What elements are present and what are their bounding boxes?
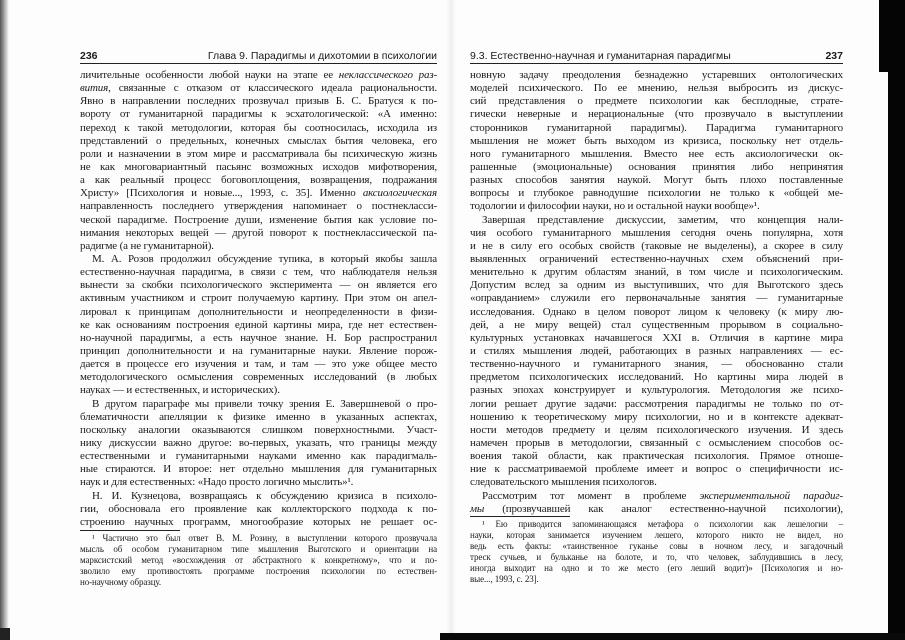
text-segment: , связанные с отказом от классического идеала рациональности.	[108, 82, 437, 95]
text-line	[80, 69, 437, 82]
text-segment: Христу» [Психология и новые..., 1993, с. 35]. Именно	[80, 187, 363, 200]
text-line: намечен прорыв в методологии, связанный с осмыслением способов ос-	[470, 436, 843, 449]
page-number: 237	[825, 50, 843, 62]
text-line: методологического осмысления современных исследований (в любых	[80, 371, 437, 384]
footnote	[80, 533, 437, 588]
scan-edge-bottom	[440, 633, 905, 640]
text-line	[470, 490, 843, 503]
text-line	[80, 187, 437, 200]
text-line: моделей психического. По ее мнению, нельзя выбросить из дискус-	[470, 82, 843, 95]
text-line	[80, 82, 437, 95]
text-line: наук и для естественных: «Надо просто логично мыслить»¹.	[80, 476, 354, 489]
paragraph	[470, 490, 843, 516]
running-head	[470, 49, 843, 64]
italic-term: мы	[470, 502, 485, 515]
text-line: ческой парадигме. Построение души, изменение бытия как условие по-	[80, 213, 437, 226]
text-line: тодологии и философии науки, но и остальной науки вообще»¹.	[470, 200, 760, 213]
text-line: Завершая представление дискуссии, заметим, что концепция нали-	[482, 213, 843, 226]
text-line: переход к такой методологии, которая бы соотносилась, исходила из	[80, 121, 437, 134]
text-line: направленность последнего утверждения напоминает о постнекласси-	[80, 200, 437, 213]
text-line: поскольку аналогии оказываются слишком поверхностными. Участ-	[80, 423, 437, 436]
paragraph	[470, 69, 843, 214]
text-line: ке как основаниям построения единой картины мира, где нет естествен-	[80, 318, 437, 331]
text-line: нимания некоторых вещей — другой поворот к постнеклассической па-	[80, 226, 437, 239]
text-line: тественно-научного и гуманитарного знания, — обоснованно стали	[470, 358, 843, 371]
footnote-line: иногда выходит на одно и то же место (его леший водит)» [Психология и но-	[470, 563, 843, 573]
text-line: выявленных ограничений естественно-научных схем объяснений при-	[470, 252, 843, 265]
text-line: логии решает другие задачи: рассмотрения парадигмы не только по от-	[470, 397, 843, 410]
italic-term: аксиологическая	[362, 187, 437, 200]
text-line: представлений о предельных, конечных смыслах бытия человека, его	[80, 134, 437, 147]
text-line: ные стираются. И второе: нет отдельно мышления для гуманитарных	[80, 463, 437, 476]
running-title: Глава 9. Парадигмы и дихотомии в психологии	[207, 50, 437, 62]
text-line: вынести за скобки психологического эксперимента — он является его	[80, 279, 437, 292]
footnote-rule	[80, 530, 180, 531]
footnote-line: но-научному образцу.	[80, 577, 162, 587]
text-line: ние к рассматриваемой проблеме имеет и вопрос о специфичности ис-	[470, 463, 843, 476]
text-line: радигме (а не гуманитарной).	[80, 239, 214, 252]
running-head	[80, 49, 437, 64]
paragraph	[80, 490, 437, 529]
page-number: 236	[80, 50, 98, 62]
text-line: «оправданием» служили его первоначальные занятия — гуманитарные	[470, 292, 843, 305]
text-segment: (прозвучавшей как аналог естественно-научной психологии),	[484, 502, 843, 515]
paragraph	[80, 69, 437, 253]
text-line: Н. И. Кузнецова, возвращаясь к обсуждению кризиса в психоло-	[92, 489, 437, 502]
text-line: сий представления о предмете психологии как бесплодные, страте-	[470, 95, 843, 108]
text-line: вороту от гуманитарной парадигмы к эсхатологической: «А именно:	[80, 108, 437, 121]
text-line: вопросы и глубокое равнодушие психологии не только к «общей ме-	[470, 187, 843, 200]
text-line: гии, обосновала его проявление как коллекторского подхода к по-	[80, 502, 437, 515]
text-line: лировал к принципам дополнительности и неопределенности в физи-	[80, 305, 437, 318]
body-text	[80, 69, 437, 529]
text-segment: Рассмотрим тот момент в проблеме	[482, 489, 700, 502]
book-gutter	[446, 0, 456, 640]
text-line: естественными и гуманитарными науками именно как парадигмаль-	[80, 450, 437, 463]
text-line: гически неверные и нерациональные (что прозвучало в выступлении	[470, 108, 843, 121]
text-line: нику дискуссии важно другое: во-первых, указать, что границы между	[80, 436, 437, 449]
paragraph	[470, 214, 843, 490]
footnote	[470, 519, 843, 585]
footnote-line: ¹ Ею приводится запоминающаяся метафора о психологии как лешелогии –	[482, 519, 843, 529]
text-line: строению научных программ, многообразие которых не решает ос-	[80, 515, 437, 528]
text-line: дей, а не миру вещей) стал существенным прорывом в социально-	[470, 318, 843, 331]
italic-term: экспериментальной парадиг-	[699, 489, 843, 502]
text-line: науках — и естественных, и исторических).	[80, 384, 280, 397]
text-line: а как реальный процесс боговоплощения, возвращения, подражания	[80, 174, 437, 187]
text-line: дается в процессе его изучения и там, и там — это уже общее место	[80, 358, 437, 371]
text-line: роли и назначении в этом мире и рассматривала бы психическую жизнь	[80, 147, 437, 160]
paragraph	[80, 253, 437, 398]
text-line: М. А. Розов продолжил обсуждение тупика, в который якобы зашла	[92, 252, 437, 265]
footnote-rule	[470, 516, 570, 517]
text-line: ности методов предмету и целям психологического изучения. И здесь	[470, 423, 843, 436]
footnote-line: ¹ Частично это был ответ В. М. Розину, в выступлении которого прозвучала	[92, 533, 437, 543]
italic-term: вития	[80, 82, 109, 95]
footnote-line: вые..., 1993, с. 23].	[470, 574, 539, 584]
scan-edge-bottom-left	[0, 628, 10, 640]
text-line: Явно в направлении последних прозвучал призыв Б. С. Братуся к по-	[80, 95, 437, 108]
body-text	[470, 69, 843, 516]
text-line: мышления не может быть выходом из кризиса, поскольку нет отдель-	[470, 134, 843, 147]
footnote-line: марксистский метод «восхождения от абстрактного к конкретному», что и по-	[80, 555, 437, 565]
footnote-line: науки, которая занимается изучением лешего, которого никто не видел, но	[470, 530, 843, 540]
text-line: В другом параграфе мы привели точку зрения Е. Завершневой о про-	[92, 397, 437, 410]
italic-term: неклассического раз-	[338, 69, 437, 81]
text-line: принцип дополнительности и на гуманитарные науки. Явление порож-	[80, 344, 437, 357]
paragraph	[80, 398, 437, 490]
scan-edge-left	[0, 0, 9, 640]
text-line: разных эпохах конструирует и культурология. Методология же психо-	[470, 384, 843, 397]
footnote-line: зволило ему противостоять программе построения психологии по естествен-	[80, 566, 437, 576]
text-line: сторонников гуманитарной парадигмы). Парадигма гуманитарного	[470, 121, 843, 134]
text-line: предметом психологических исследований. Но картины мира людей в	[470, 371, 843, 384]
text-line: активным участником и строит получаемую картину. При этом он апел-	[80, 292, 437, 305]
text-line: культурных установках начавшегося XXI в. Отличия в картине мира	[470, 331, 843, 344]
footnote-line: мысль об особом гуманитарном типе мышления Выготского и ориентации на	[80, 544, 437, 554]
text-line: рашенные (эмоциональные) основания принятия либо непринятия	[470, 160, 843, 173]
text-line: блематичности апелляции к физике именно в указанных аспектах,	[80, 410, 437, 423]
text-line: ного гуманитарного мышления. Вместо нее есть аксиологически ок-	[470, 147, 843, 160]
running-title: 9.3. Естественно-научная и гуманитарная парадигмы	[470, 50, 731, 62]
text-line: исследования. Однако в целом поворот лицом к человеку (к миру лю-	[470, 305, 843, 318]
text-line: Допустим вслед за одним из выступивших, что для Выготского здесь	[470, 279, 843, 292]
scan-edge-right	[888, 0, 905, 640]
text-line: менительно к другим областям знаний, в том числе и психологическим.	[470, 266, 843, 279]
text-line: следовательского мышления психологов.	[470, 476, 657, 489]
text-line: воения такой области, как практическая психология. Прямое отноше-	[470, 450, 843, 463]
text-line: не как многовариантный пасьянс возможных исходов мифотворения,	[80, 160, 437, 173]
footnote-line: ведь есть факты: «таинственное гуканье совы в ночном лесу, и загадочный	[470, 541, 843, 551]
text-line: но-научной парадигмы, а есть научное знание. Н. Бор распространил	[80, 331, 437, 344]
text-line: разных способов занятия наукой. Могут быть плохо поставленные	[470, 174, 843, 187]
text-line: и стилях мышления людей, работающих в разных направлениях — ес-	[470, 344, 843, 357]
text-line: новную задачу преодоления безнадежно устаревших онтологических	[470, 69, 843, 81]
text-line: ношению к теоретическому миру психологии, но и в контексте адекват-	[470, 410, 843, 423]
footnote-line: треск сучьев, и бульканье на болоте, и то, что человек, заблудившись в лесу,	[470, 552, 843, 562]
text-line: естественно-научная парадигма, в связи с тем, что наблюдателя нельзя	[80, 266, 437, 279]
text-line	[470, 503, 843, 516]
text-line: чия особого гуманитарного мышления сегодня очень популярна, хотя	[470, 226, 843, 239]
text-line: и не в силу его особых свойств (таковые не выделены), а скорее в силу	[470, 239, 843, 252]
text-segment: личительные особенности любой науки на этапе ее	[80, 69, 339, 81]
